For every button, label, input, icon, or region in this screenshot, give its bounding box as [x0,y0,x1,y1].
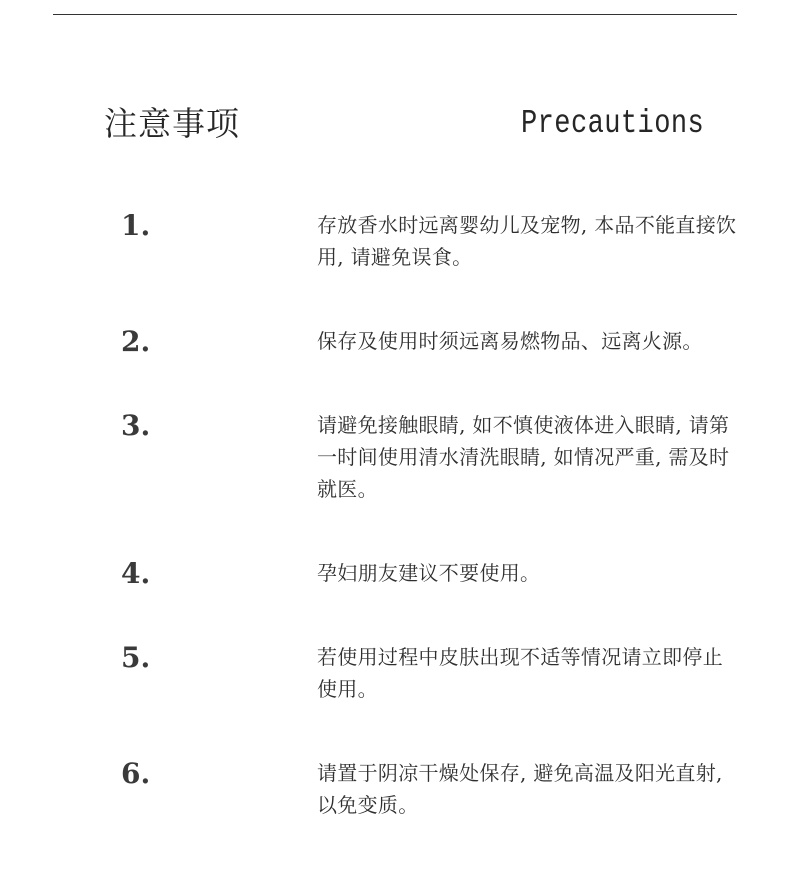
item-number: 3. [121,409,151,442]
page-title-cn: 注意事项 [104,104,240,143]
item-text: 若使用过程中皮肤出现不适等情况请立即停止使用。 [317,645,723,701]
top-divider [53,14,737,15]
page-title-en: Precautions [521,105,705,142]
item-number: 5. [121,641,151,674]
item-number: 2. [121,325,151,358]
item-text: 请置于阴凉干燥处保存, 避免高温及阳光直射, 以免变质。 [317,761,723,817]
item-text: 保存及使用时须远离易燃物品、远离火源。 [317,329,703,353]
item-text: 孕妇朋友建议不要使用。 [317,561,541,585]
item-text: 存放香水时远离婴幼儿及宠物, 本品不能直接饮用, 请避免误食。 [317,213,737,269]
item-text: 请避免接触眼睛, 如不慎使液体进入眼睛, 请第一时间使用清水清洗眼睛, 如情况严重, 需及时就医。 [317,413,730,501]
item-number: 6. [121,757,151,790]
item-number: 1. [121,209,151,242]
item-number: 4. [121,557,151,590]
